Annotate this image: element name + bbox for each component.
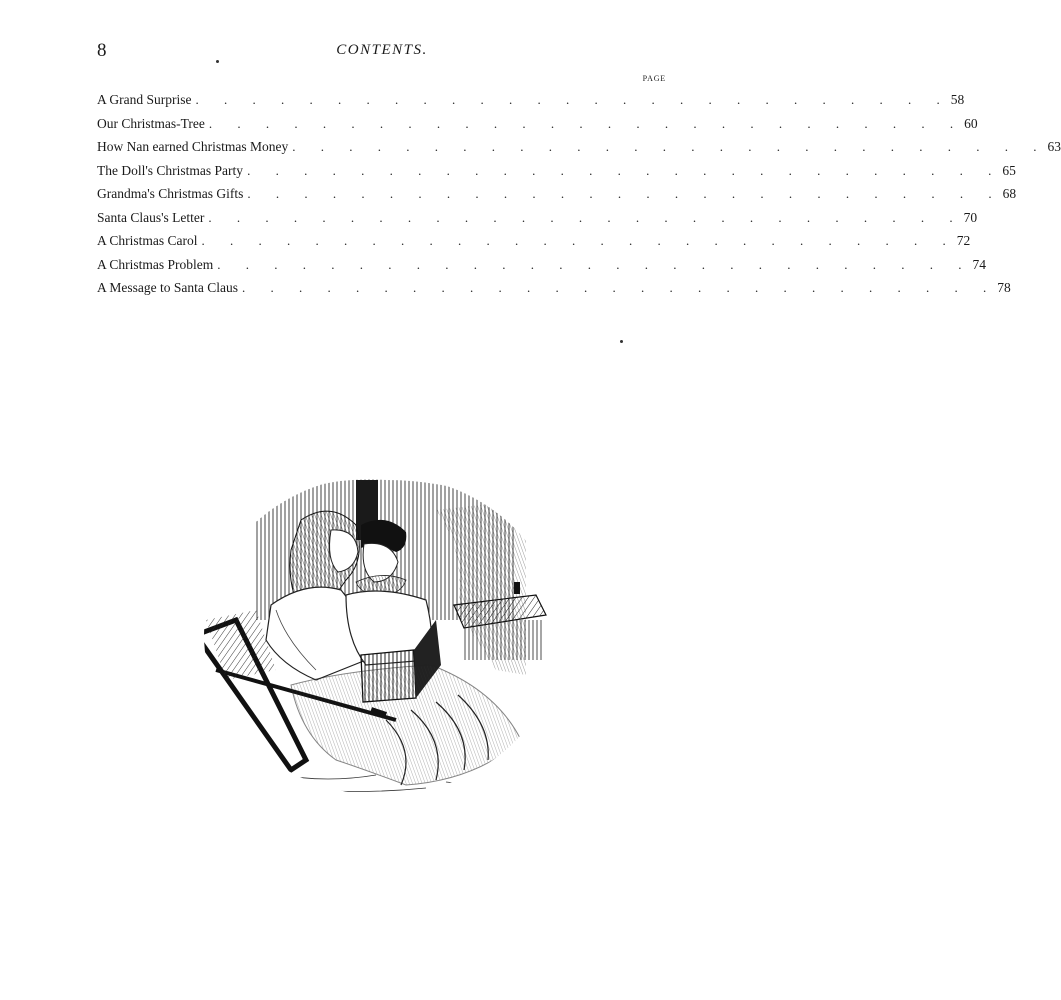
toc-dot-leader: . . . . . . . . . . . . . . . . . . . . . . . . . . . bbox=[208, 209, 964, 225]
toc-entry-page: 65 bbox=[1002, 162, 1016, 178]
toc-entry bbox=[97, 253, 987, 277]
toc-entry-title: Grandma's Christmas Gifts bbox=[97, 186, 244, 201]
running-head: CONTENTS. bbox=[336, 42, 428, 58]
toc-entry bbox=[97, 112, 978, 136]
toc-dot-leader: . . . . . . . . . . . . . . . . . . . . . . . . . . . bbox=[217, 256, 973, 272]
toc-entry-title: The Doll's Christmas Party bbox=[97, 162, 244, 178]
toc-dot-leader: . . . . . . . . . . . . . . . . . . . . . . . . . . . bbox=[247, 162, 1003, 178]
toc-entry-title: Santa Claus's Letter bbox=[97, 209, 205, 225]
toc-entry-page: 58 bbox=[950, 92, 965, 107]
toc-entry-title: A Message to Santa Claus bbox=[97, 280, 238, 295]
toc-dot-leader: . . . . . . . . . . . . . . . . . . . . . . . . . . . bbox=[195, 92, 951, 107]
toc-entry-title: A Christmas Carol bbox=[97, 233, 198, 248]
page-number: 8 bbox=[97, 40, 107, 61]
table-of-contents bbox=[97, 88, 1061, 300]
engraving-two-girls-reading-icon bbox=[196, 470, 568, 805]
toc-entry bbox=[97, 135, 1061, 159]
toc-entry bbox=[97, 229, 971, 253]
toc-entry bbox=[97, 159, 1016, 183]
toc-dot-leader: . . . . . . . . . . . . . . . . . . . . . . . . . . . bbox=[242, 280, 998, 295]
toc-entry-page: 74 bbox=[972, 256, 987, 272]
toc-dot-leader: . . . . . . . . . . . . . . . . . . . . . . . . . . . bbox=[201, 233, 957, 248]
toc-entry-title: Our Christmas-Tree bbox=[97, 115, 205, 131]
toc-entry-page: 72 bbox=[956, 233, 971, 248]
toc-entry-page: 63 bbox=[1047, 139, 1061, 154]
toc-entry-title: How Nan earned Christmas Money bbox=[97, 139, 289, 154]
toc-entry bbox=[97, 276, 1011, 300]
toc-entry-page: 70 bbox=[963, 209, 978, 225]
toc-dot-leader: . . . . . . . . . . . . . . . . . . . . . . . . . . . bbox=[208, 115, 965, 131]
toc-dot-leader: . . . . . . . . . . . . . . . . . . . . . . . . . . . bbox=[292, 139, 1048, 154]
toc-entry-title: A Christmas Problem bbox=[97, 256, 214, 272]
toc-entry bbox=[97, 88, 965, 112]
print-speck bbox=[216, 60, 219, 63]
toc-entry bbox=[97, 206, 978, 230]
toc-entry-page: 60 bbox=[964, 115, 978, 131]
toc-entry bbox=[97, 182, 1017, 206]
page-column-label: PAGE bbox=[642, 74, 666, 83]
toc-entry-title: A Grand Surprise bbox=[97, 92, 192, 107]
toc-entry-page: 78 bbox=[997, 280, 1011, 295]
toc-dot-leader: . . . . . . . . . . . . . . . . . . . . . . . . . . . bbox=[247, 186, 1003, 201]
print-speck bbox=[620, 340, 623, 343]
toc-entry-page: 68 bbox=[1002, 186, 1017, 201]
